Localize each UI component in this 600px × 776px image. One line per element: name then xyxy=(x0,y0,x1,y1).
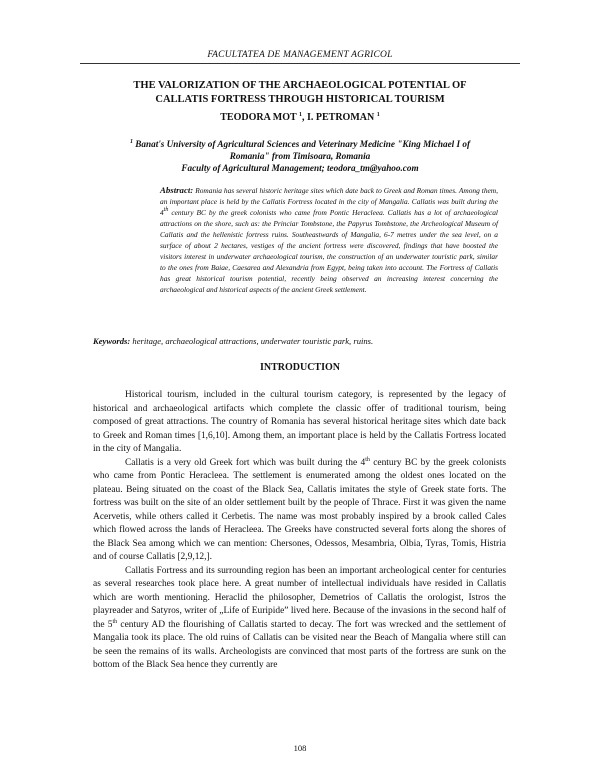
paragraph-2-text-b: century BC by the greek colonists who came from Pontic Heracleea. The settlement is enumerated among the oldest ones located on the plateau. Being situated on the coast of the Black Sea, Callatis imitates the style of Greek state forts. The fortress was built on the site of an older settlement built by the people of Thrace. First it was given the name Acervetis, while others called it Cerbetis. The name was most probably inspired by a brook called Cales which flowed across the lands of Heracleea. The Greeks have constructed several forts along the shores of the Black Sea among which we can mention: Chersones, Odessos, Mesambria, Olbia, Tyras, Tomis, Histria and of course Callatis [2,9,12,]. xyxy=(93,457,506,562)
affiliation-line-3: Faculty of Agricultural Management; teodora_tm@yahoo.com xyxy=(181,163,419,174)
paragraph-1: Historical tourism, included in the cultural tourism category, is represented by the legacy of historical and archaeological artifacts which complete the classic offer of traditional tourism, being composed of great attractions. The country of Romania has several historical heritage sites which date back to Greek and Roman times [1,6,10]. Among them, an important place is held by the Callatis Fortress located in the city of Mangalia. xyxy=(93,390,506,454)
author-1: TEODORA MOT xyxy=(220,112,297,123)
affiliation xyxy=(100,138,500,175)
page-number: 108 xyxy=(293,743,307,753)
author-2: I. PETROMAN xyxy=(306,112,375,123)
paragraph-3-text-b: century AD the flourishing of Callatis started to decay. The fort was wrecked and the settlement of Mangalia took its place. The old ruins of Callatis can be visited near the Beach of Mangalia where still can be seen the remains of its walls. Archeologists are convinced that most parts of the fortress are sunk on the bottom of the Black Sea hence they currently are xyxy=(93,619,506,670)
paragraph-3-text-a: Callatis Fortress and its surrounding region has been an important archeological center for centuries as several researches took place here. A great number of intellectual individuals have resided in Callatis which are worth mentioning. Heraclid the philosopher, Demetrios of Callatis the orologist, Istros the playreader and Satyros, writer of „Life of Euripide” lived here. Because of the invasions in the second half of the 5 xyxy=(93,565,507,630)
abstract-label: Abstract: xyxy=(160,185,194,195)
abstract xyxy=(160,185,498,295)
paper-title xyxy=(100,79,500,107)
running-header: FACULTATEA DE MANAGEMENT AGRICOL xyxy=(207,50,393,60)
keywords-label: Keywords: xyxy=(93,336,131,346)
affiliation-line-2: Romania" from Timisoara, Romania xyxy=(229,151,371,162)
abstract-text-b: century BC by the greek colonists who came from Pontic Heracleea. Callatis has a lot of archaeological attractions on the shore, such as: the Princiar Tombstone, the Papyrus Tombstone, the Archeological Museum of Callatis and the hellenistic fortress ruins. Southeastwards of Mangalia, 6-7 metres under the sea level, on a surface of about 2 hectares, vestiges of the ancient fortress were discovered, findings that have boosted the visitors interest in underwater archaeological tourism, the construction of an underwater touristic park, similar to the ones from Baiae, Caesarea and Alexandria from Egypt, being taken into account. The Fortress of Callatis has great historical tourism potential, recently being observed an increasing interest concerning the archaeological and historical aspects of the ancient Greek settlement. xyxy=(160,208,498,294)
introduction-body xyxy=(93,389,506,673)
author-2-affil-mark: 1 xyxy=(376,112,380,118)
keywords xyxy=(93,336,513,346)
affiliation-line-1 xyxy=(100,138,500,150)
header-rule xyxy=(80,63,520,64)
affiliation-mark: 1 xyxy=(129,139,133,145)
keywords-text: heritage, archaeological attractions, underwater touristic park, ruins. xyxy=(132,336,374,346)
paragraph-3 xyxy=(93,565,506,673)
affiliation-line-1-text: Banat's University of Agricultural Sciences and Veterinary Medicine "King Michael I of xyxy=(135,139,471,149)
title-line-2: CALLATIS FORTRESS THROUGH HISTORICAL TOURISM xyxy=(155,94,445,105)
paragraph-2-text-a: Callatis is a very old Greek fort which was built during the 4 xyxy=(125,457,366,468)
authors xyxy=(100,112,500,123)
author-separator: , xyxy=(301,112,307,123)
abstract-ordinal: th xyxy=(163,207,169,213)
paragraph-2-ordinal: th xyxy=(365,456,370,463)
paragraph-3-ordinal: th xyxy=(112,618,118,625)
paragraph-2 xyxy=(93,457,506,565)
author-1-affil-mark: 1 xyxy=(298,112,302,118)
section-heading-introduction: INTRODUCTION xyxy=(259,362,340,373)
abstract-text-a: Romania has several historic heritage sites which date back to Greek and Roman times. Among them, an important place is held by the Callatis Fortress located in the city of Mangalia. Callatis was built during the 4 xyxy=(160,186,498,217)
title-line-1: THE VALORIZATION OF THE ARCHAEOLOGICAL POTENTIAL OF xyxy=(133,80,467,91)
